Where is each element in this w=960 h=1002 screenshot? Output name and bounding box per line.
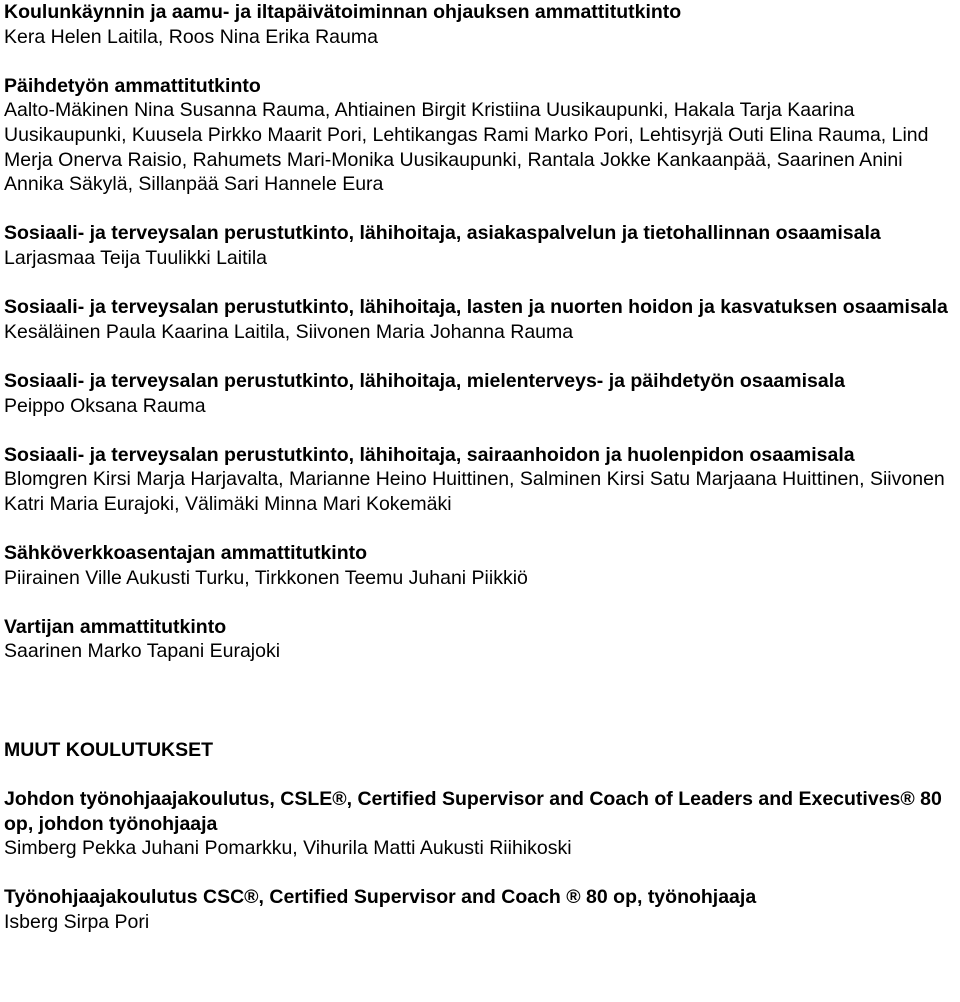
section-heading: Vartijan ammattitutkinto xyxy=(4,615,227,638)
section-koulunkaynti xyxy=(4,0,956,49)
spacer xyxy=(4,516,956,541)
spacer xyxy=(4,418,956,443)
section-heading: Sähköverkkoasentajan ammattitutkinto xyxy=(4,542,368,565)
spacer xyxy=(4,271,956,296)
section-sahkoverkko xyxy=(4,541,956,590)
section-heading: Päihdetyön ammattitutkinto xyxy=(4,74,261,97)
section-mielenterveys xyxy=(4,369,956,418)
spacer xyxy=(4,762,956,787)
spacer xyxy=(4,664,956,738)
spacer xyxy=(4,49,956,74)
section-names: Kesäläinen Paula Kaarina Laitila, Siivonen Maria Johanna Rauma xyxy=(4,320,574,343)
section-heading: Työnohjaajakoulutus CSC®, Certified Supervisor and Coach ® 80 op, työnohjaaja xyxy=(4,886,757,909)
section-vartija xyxy=(4,615,956,664)
section-heading: Sosiaali- ja terveysalan perustutkinto, lähihoitaja, asiakaspalvelun ja tietohallinnan osaamisala xyxy=(4,222,881,245)
section-names: Saarinen Marko Tapani Eurajoki xyxy=(4,640,281,663)
section-names: Aalto-Mäkinen Nina Susanna Rauma, Ahtiainen Birgit Kristiina Uusikaupunki, Hakala Tarja Kaarina Uusikaupunki, Kuusela Pirkko Maarit Pori, Lehtikangas Rami Marko Pori, Lehtisyrjä Outi Elina Rauma, Lind Merja Onerva Raisio, Rahumets Mari-Monika Uusikaupunki, Rantala Jokke Kankaanpää, Saarinen Anini Annika Säkylä, Sillanpää Sari Hannele Eura xyxy=(4,99,929,196)
section-names: Simberg Pekka Juhani Pomarkku, Vihurila Matti Aukusti Riihikoski xyxy=(4,837,572,860)
section-names: Peippo Oksana Rauma xyxy=(4,394,206,417)
section-heading: Koulunkäynnin ja aamu- ja iltapäivätoiminnan ohjauksen ammattitutkinto xyxy=(4,1,682,23)
section-muut-koulutukset xyxy=(4,738,956,763)
spacer xyxy=(4,344,956,369)
section-asiakaspalvelu xyxy=(4,221,956,270)
section-tyonohjaaja xyxy=(4,885,956,934)
spacer xyxy=(4,590,956,615)
section-paihdetyo xyxy=(4,74,956,197)
spacer xyxy=(4,197,956,222)
section-heading: Johdon työnohjaajakoulutus, CSLE®, Certified Supervisor and Coach of Leaders and Executives® 80 op, johdon työnohjaaja xyxy=(4,788,942,835)
section-heading: Sosiaali- ja terveysalan perustutkinto, lähihoitaja, lasten ja nuorten hoidon ja kasvatuksen osaamisala xyxy=(4,296,948,319)
section-sairaanhoito xyxy=(4,443,956,517)
section-johdon-tyonohjaaja xyxy=(4,787,956,861)
document-page xyxy=(4,0,956,935)
section-heading: Sosiaali- ja terveysalan perustutkinto, lähihoitaja, mielenterveys- ja päihdetyön osaamisala xyxy=(4,369,845,392)
spacer xyxy=(4,861,956,886)
section-names: Larjasmaa Teija Tuulikki Laitila xyxy=(4,246,268,269)
section-names: Piirainen Ville Aukusti Turku, Tirkkonen Teemu Juhani Piikkiö xyxy=(4,566,528,589)
section-lasten-ja-nuorten xyxy=(4,295,956,344)
section-names: Kera Helen Laitila, Roos Nina Erika Rauma xyxy=(4,25,378,48)
section-names: Isberg Sirpa Pori xyxy=(4,910,150,933)
other-title: MUUT KOULUTUKSET xyxy=(4,738,214,761)
section-heading: Sosiaali- ja terveysalan perustutkinto, lähihoitaja, sairaanhoidon ja huolenpidon osaamisala xyxy=(4,443,855,466)
section-names: Blomgren Kirsi Marja Harjavalta, Marianne Heino Huittinen, Salminen Kirsi Satu Marjaana Huittinen, Siivonen Katri Maria Eurajoki, Välimäki Minna Mari Kokemäki xyxy=(4,468,945,515)
